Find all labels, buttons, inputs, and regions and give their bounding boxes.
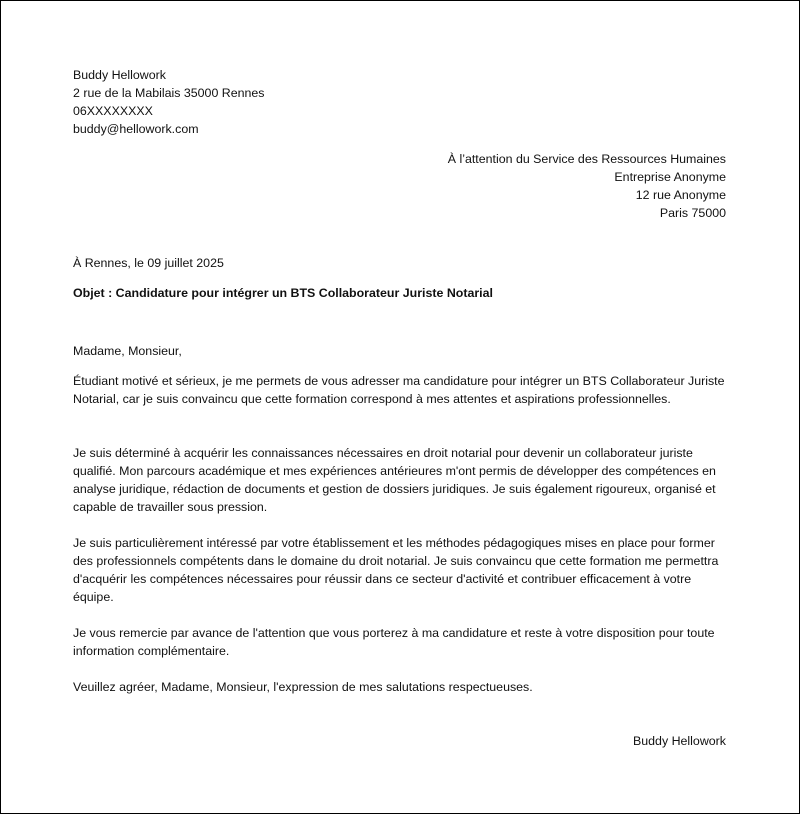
body-paragraph-2: Je suis déterminé à acquérir les connaissances nécessaires en droit notarial pour devenir un collaborateur juriste qualifié. Mon parcours académique et mes expériences antérieures m'ont permis de développer des compétences en analyse juridique, rédaction de documents et gestion de dossiers juridiques. Je suis également rigoureux, organisé et capable de travailler sous pression.: [73, 446, 716, 514]
sender-email: buddy@hellowork.com: [73, 122, 199, 136]
signature: Buddy Hellowork: [633, 734, 726, 748]
closing-formula: Veuillez agréer, Madame, Monsieur, l'expression de mes salutations respectueuses.: [73, 680, 533, 694]
recipient-street: 12 rue Anonyme: [635, 188, 726, 202]
sender-address: 2 rue de la Mabilais 35000 Rennes: [73, 86, 265, 100]
greeting: Madame, Monsieur,: [73, 344, 182, 358]
sender-block: [73, 66, 265, 138]
sender-phone: 06XXXXXXXX: [73, 104, 153, 118]
date-line: À Rennes, le 09 juillet 2025: [73, 256, 224, 270]
subject-line: Objet : Candidature pour intégrer un BTS Collaborateur Juriste Notarial: [73, 286, 493, 300]
recipient-block: [448, 150, 726, 222]
body-paragraph-1: Étudiant motivé et sérieux, je me permets de vous adresser ma candidature pour intégrer un BTS Collaborateur Juriste Notarial, car je suis convaincu que cette formation correspond à mes attentes et aspirations professionnelles.: [73, 374, 725, 406]
recipient-attention: À l’attention du Service des Ressources Humaines: [447, 152, 726, 166]
body-paragraph-3: Je suis particulièrement intéressé par votre établissement et les méthodes pédagogiques mises en place pour former des professionnels compétents dans le domaine du droit notarial. Je suis convaincu que cette formation me permettra d'acquérir les compétences nécessaires pour réussir dans ce secteur d'activité et contribuer efficacement à votre équipe.: [73, 536, 719, 604]
recipient-city: Paris 75000: [659, 206, 726, 220]
sender-name: Buddy Hellowork: [73, 68, 166, 82]
recipient-company: Entreprise Anonyme: [614, 170, 726, 184]
body-paragraph-4: Je vous remercie par avance de l'attention que vous porterez à ma candidature et reste à votre disposition pour toute information complémentaire.: [73, 626, 715, 658]
